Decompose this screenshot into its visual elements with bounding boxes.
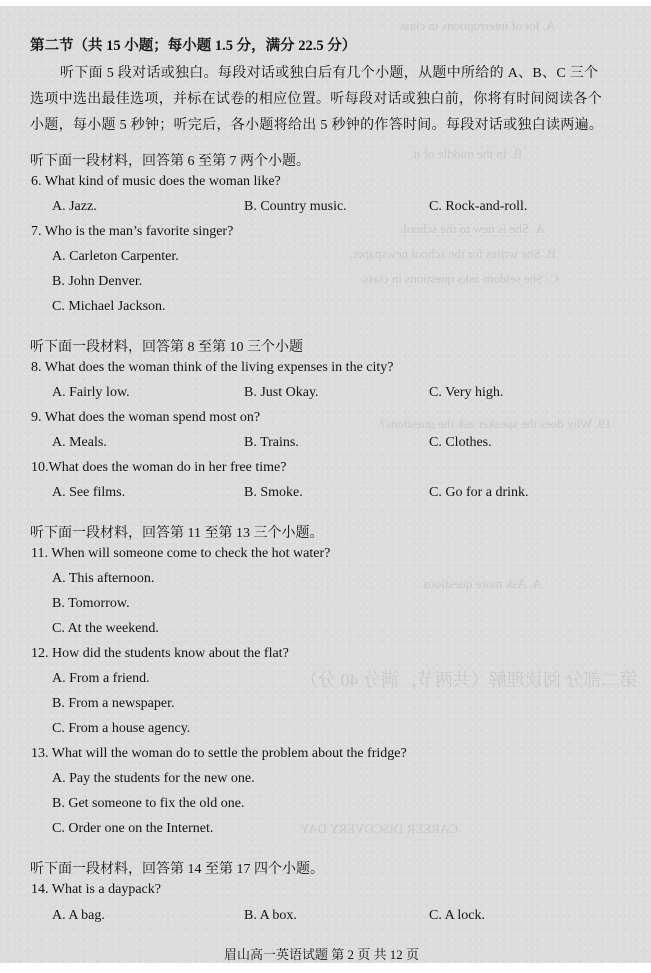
group-instruction: 听下面一段材料，回答第 14 至第 17 四个小题。 — [30, 862, 324, 877]
group-instruction: 听下面一段材料，回答第 6 至第 7 两个小题。 — [30, 154, 310, 169]
question-12-option-a: A. From a friend. — [52, 671, 150, 686]
question-12-option-b: B. From a newspaper. — [52, 696, 175, 711]
question-8-option-c: C. Very high. — [429, 385, 504, 400]
question-7: 7. Who is the man’s favorite singer? — [31, 224, 234, 239]
bleed-through-text: A. She is new to the school. — [400, 221, 546, 236]
question-7-option-a: A. Carleton Carpenter. — [52, 249, 179, 264]
question-6: 6. What kind of music does the woman like? — [31, 174, 281, 189]
intro-line-1: 听下面 5 段对话或独白。每段对话或独白后有几个小题，从题中所给的 A、B、C 三个 — [60, 66, 599, 81]
question-8-option-a: A. Fairly low. — [52, 385, 130, 400]
question-9-option-b: B. Trains. — [244, 435, 299, 450]
question-7-option-b: B. John Denver. — [52, 274, 143, 289]
intro-line-2: 选项中选出最佳选项，并标在试卷的相应位置。听每段对话或独白前，你将有时间阅读各个 — [30, 92, 602, 107]
bleed-through-text: C. She seldom asks questions in class. — [360, 271, 559, 286]
question-14: 14. What is a daypack? — [31, 882, 161, 897]
question-8: 8. What does the woman think of the living expenses in the city? — [31, 360, 394, 375]
question-9: 9. What does the woman spend most on? — [31, 410, 261, 425]
question-13: 13. What will the woman do to settle the problem about the fridge? — [31, 746, 407, 761]
intro-line-3: 小题，每小题 5 秒钟；听完后，各小题将给出 5 秒钟的作答时间。每段对话或独白读两遍。 — [30, 118, 604, 133]
question-11-option-b: B. Tomorrow. — [52, 596, 130, 611]
bleed-through-text: B. She writes for the school newspaper. — [350, 246, 556, 261]
question-8-option-b: B. Just Okay. — [244, 385, 319, 400]
question-11-option-a: A. This afternoon. — [52, 571, 155, 586]
question-10-option-b: B. Smoke. — [244, 485, 303, 500]
question-10-option-a: A. See films. — [52, 485, 126, 500]
question-13-option-b: B. Get someone to fix the old one. — [52, 796, 245, 811]
question-6-option-a: A. Jazz. — [52, 199, 97, 214]
bleed-through-text: A. lot of interruptions in class — [400, 18, 556, 33]
question-9-option-a: A. Meals. — [52, 435, 107, 450]
question-10-option-c: C. Go for a drink. — [429, 485, 529, 500]
page-footer: 眉山高一英语试题 第 2 页 共 12 页 — [224, 947, 420, 962]
question-6-option-b: B. Country music. — [244, 199, 347, 214]
question-10: 10.What does the woman do in her free time? — [31, 460, 287, 475]
question-12: 12. How did the students know about the flat? — [31, 646, 289, 661]
question-9-option-c: C. Clothes. — [429, 435, 492, 450]
question-7-option-c: C. Michael Jackson. — [52, 299, 166, 314]
bleed-through-text: CAREER DISCOVERY DAY — [300, 821, 458, 836]
bleed-through-text: 19. Why does the speaker ask the questions? — [380, 416, 612, 431]
section-header: 第二节（共 15 小题；每小题 1.5 分，满分 22.5 分） — [30, 38, 357, 54]
question-14-option-b: B. A box. — [244, 908, 297, 923]
question-11: 11. When will someone come to check the hot water? — [31, 546, 331, 561]
bleed-through-text: A. Ask more questions. — [420, 576, 542, 591]
question-12-option-c: C. From a house agency. — [52, 721, 191, 736]
question-14-option-c: C. A lock. — [429, 908, 486, 923]
question-13-option-a: A. Pay the students for the new one. — [52, 771, 255, 786]
question-11-option-c: C. At the weekend. — [52, 621, 159, 636]
exam-page — [0, 6, 651, 963]
question-14-option-a: A. A bag. — [52, 908, 105, 923]
bleed-through-text: B. In the middle of it. — [410, 146, 523, 161]
question-6-option-c: C. Rock-and-roll. — [429, 199, 528, 214]
question-13-option-c: C. Order one on the Internet. — [52, 821, 214, 836]
group-instruction: 听下面一段材料，回答第 8 至第 10 三个小题 — [30, 340, 303, 355]
bleed-through-text: 第二部分 阅读理解（共两节，满分 40 分） — [300, 670, 638, 690]
group-instruction: 听下面一段材料，回答第 11 至第 13 三个小题。 — [30, 526, 324, 541]
